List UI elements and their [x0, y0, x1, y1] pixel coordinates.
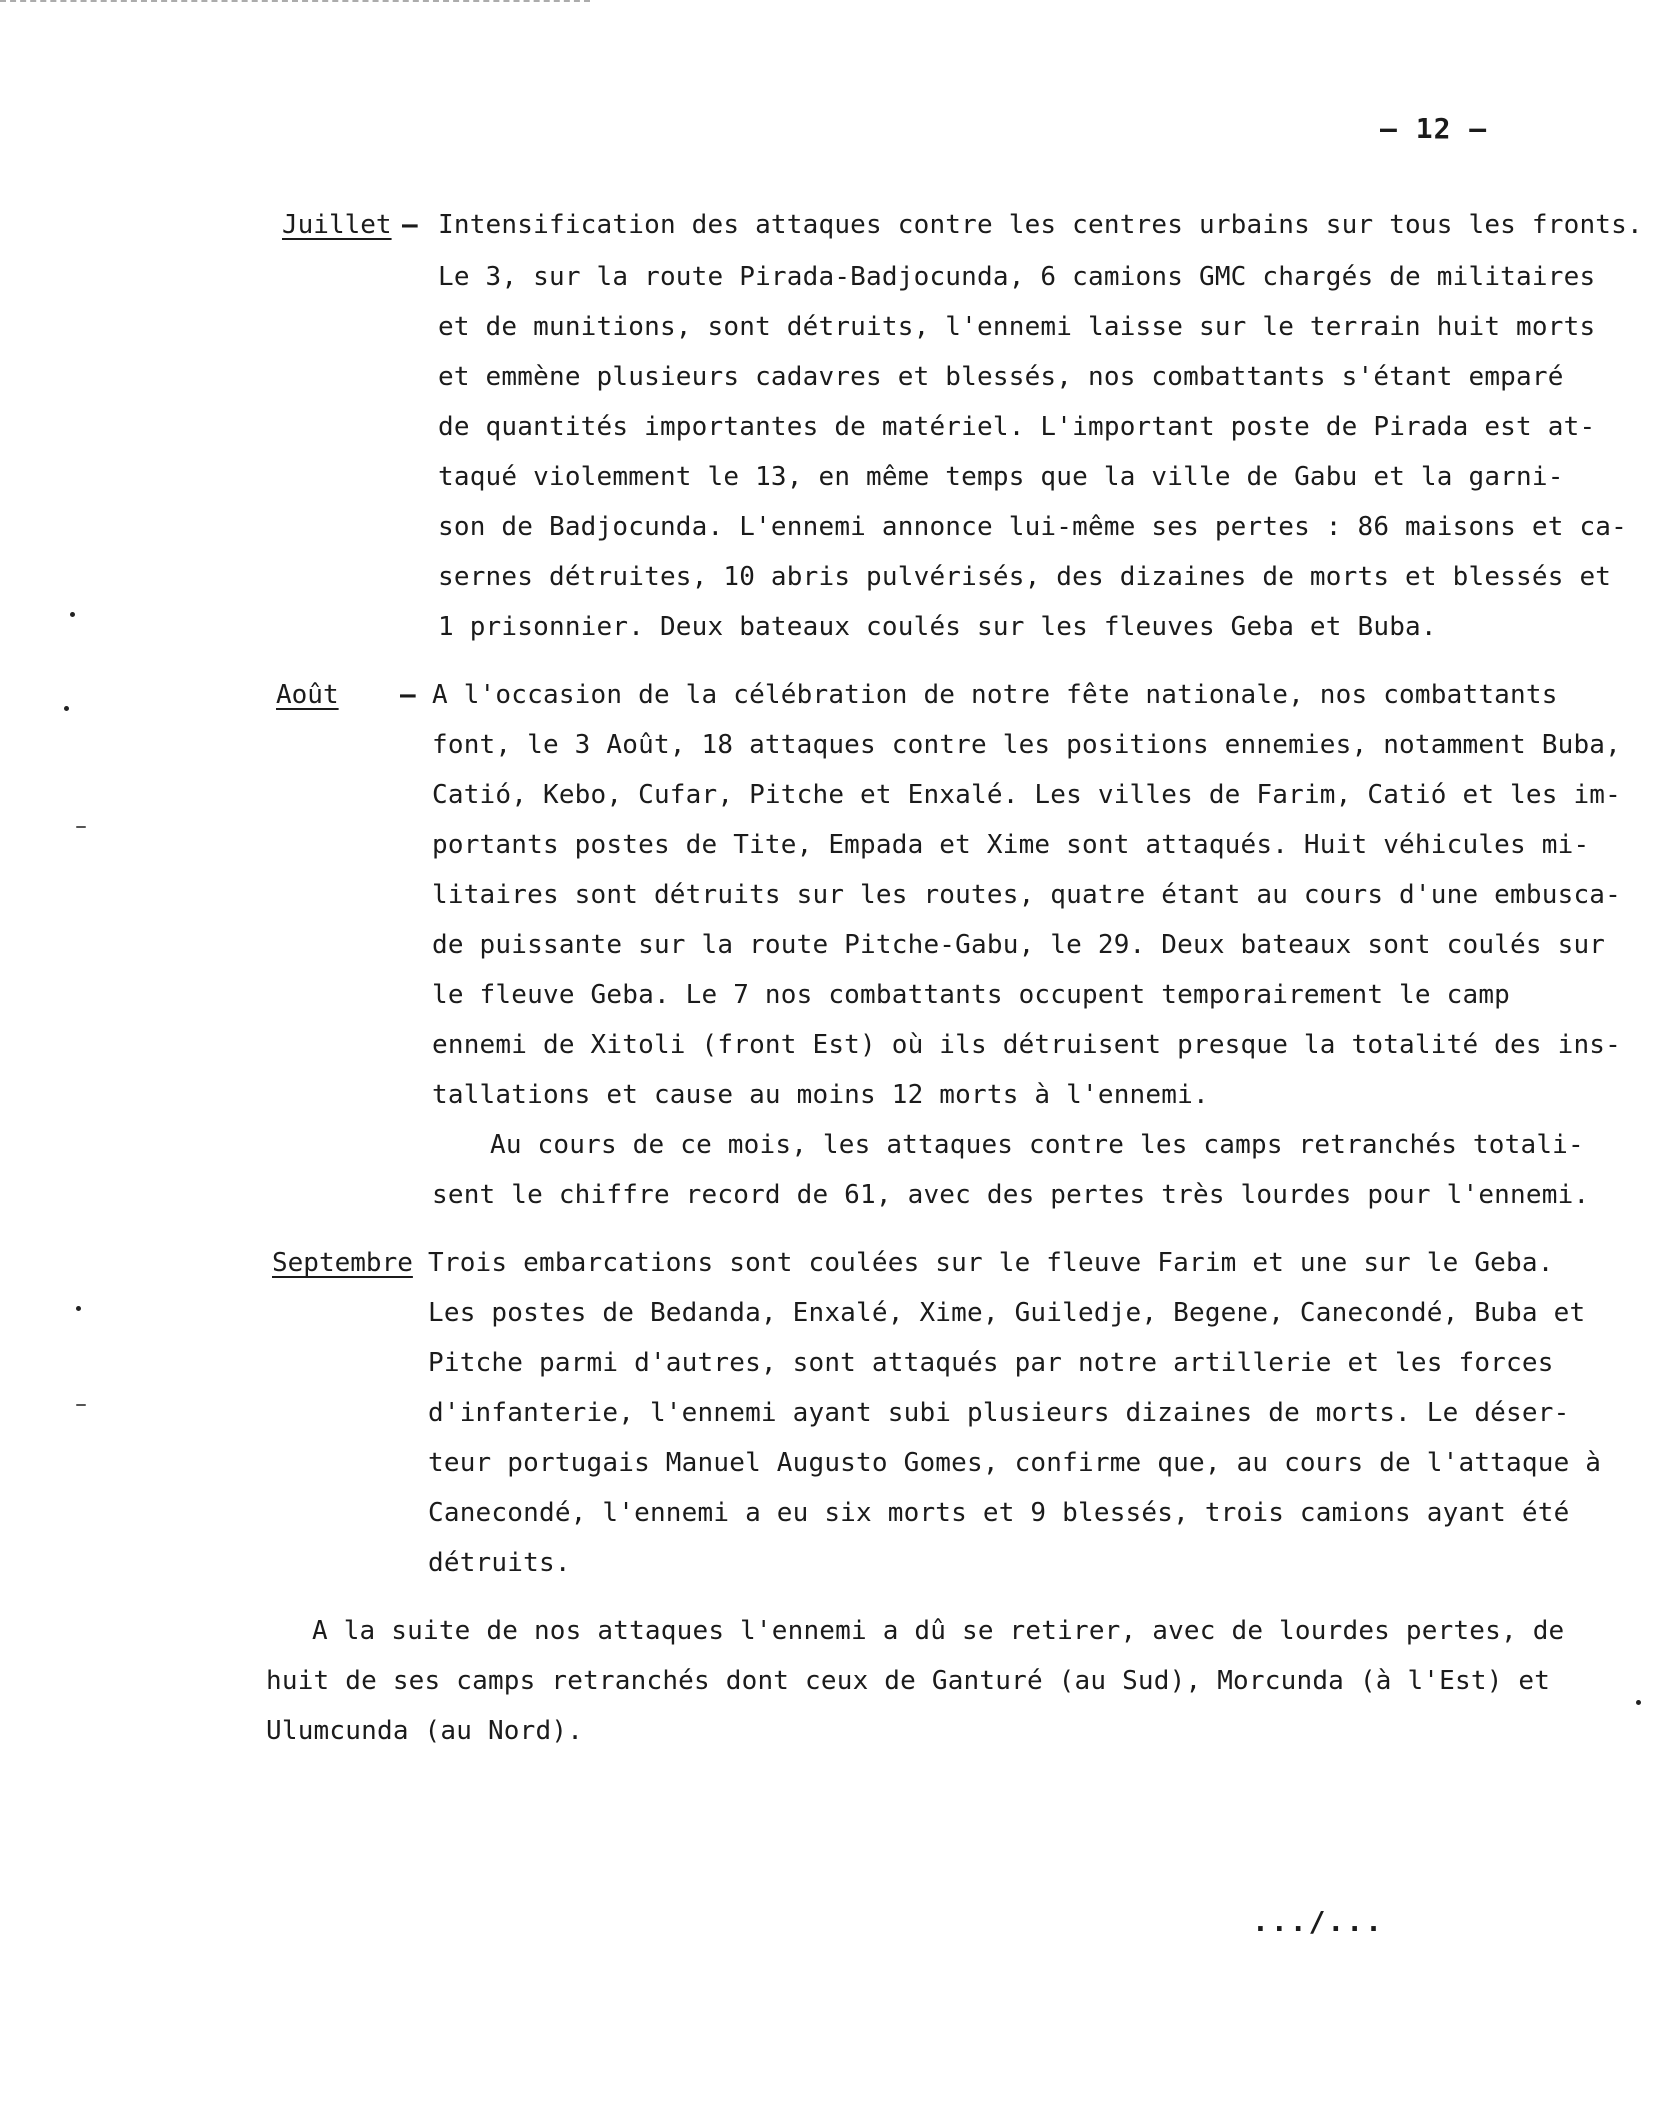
- text-line: teur portugais Manuel Augusto Gomes, confirme que, au cours de l'attaque à: [428, 1448, 1602, 1478]
- text-line: et emmène plusieurs cadavres et blessés, nos combattants s'étant emparé: [438, 362, 1564, 392]
- text-line: de puissante sur la route Pitche-Gabu, le 29. Deux bateaux sont coulés sur: [432, 930, 1606, 960]
- scan-speck: [76, 1306, 81, 1311]
- text-line: et de munitions, sont détruits, l'ennemi laisse sur le terrain huit morts: [438, 312, 1596, 342]
- text-line: sent le chiffre record de 61, avec des pertes très lourdes pour l'ennemi.: [432, 1180, 1590, 1210]
- text-line: Canecondé, l'ennemi a eu six morts et 9 blessés, trois camions ayant été: [428, 1498, 1570, 1528]
- closing-line: Ulumcunda (au Nord).: [266, 1716, 584, 1746]
- closing-line: A la suite de nos attaques l'ennemi a dû se retirer, avec de lourdes pertes, de: [312, 1616, 1565, 1646]
- text-line: portants postes de Tite, Empada et Xime sont attaqués. Huit véhicules mi-: [432, 830, 1590, 860]
- text-line: Les postes de Bedanda, Enxalé, Xime, Guiledje, Begene, Canecondé, Buba et: [428, 1298, 1586, 1328]
- text-line: Pitche parmi d'autres, sont attaqués par notre artillerie et les forces: [428, 1348, 1554, 1378]
- text-line: détruits.: [428, 1548, 571, 1578]
- text-line: font, le 3 Août, 18 attaques contre les positions ennemies, notamment Buba,: [432, 730, 1621, 760]
- month-label-juillet: Juillet: [282, 210, 392, 240]
- scan-edge-rule: [0, 0, 590, 5]
- text-line: A l'occasion de la célébration de notre fête nationale, nos combattants: [432, 680, 1558, 710]
- scan-speck: [70, 612, 75, 617]
- text-line: son de Badjocunda. L'ennemi annonce lui-même ses pertes : 86 maisons et ca-: [438, 512, 1627, 542]
- closing-line: huit de ses camps retranchés dont ceux de Ganturé (au Sud), Morcunda (à l'Est) et: [266, 1666, 1551, 1696]
- page-number: – 12 –: [1380, 112, 1488, 145]
- text-line: Au cours de ce mois, les attaques contre les camps retranchés totali-: [490, 1130, 1584, 1160]
- text-line: litaires sont détruits sur les routes, quatre étant au cours d'une embusca-: [432, 880, 1621, 910]
- text-line: de quantités importantes de matériel. L'important poste de Pirada est at-: [438, 412, 1596, 442]
- text-line: Le 3, sur la route Pirada-Badjocunda, 6 camions GMC chargés de militaires: [438, 262, 1596, 292]
- text-line: taqué violemment le 13, en même temps que la ville de Gabu et la garni-: [438, 462, 1564, 492]
- scan-speck: [76, 1404, 86, 1406]
- month-label-septembre: Septembre: [272, 1248, 413, 1278]
- scan-speck: [1636, 1700, 1641, 1705]
- text-line: Trois embarcations sont coulées sur le fleuve Farim et une sur le Geba.: [428, 1248, 1554, 1278]
- scan-speck: [64, 706, 69, 711]
- month-label-aout: Août: [276, 680, 339, 710]
- label-dash: –: [400, 680, 416, 710]
- scan-speck: [76, 826, 86, 828]
- text-line: Intensification des attaques contre les centres urbains sur tous les fronts.: [438, 210, 1643, 240]
- text-line: sernes détruites, 10 abris pulvérisés, des dizaines de morts et blessés et: [438, 562, 1612, 592]
- text-line: d'infanterie, l'ennemi ayant subi plusieurs dizaines de morts. Le déser-: [428, 1398, 1570, 1428]
- text-line: Catió, Kebo, Cufar, Pitche et Enxalé. Les villes de Farim, Catió et les im-: [432, 780, 1621, 810]
- continuation-mark: .../...: [1252, 1905, 1385, 1938]
- text-line: 1 prisonnier. Deux bateaux coulés sur les fleuves Geba et Buba.: [438, 612, 1437, 642]
- text-line: le fleuve Geba. Le 7 nos combattants occupent temporairement le camp: [432, 980, 1511, 1010]
- label-dash: –: [402, 210, 418, 240]
- text-line: tallations et cause au moins 12 morts à l'ennemi.: [432, 1080, 1209, 1110]
- text-line: ennemi de Xitoli (front Est) où ils détruisent presque la totalité des ins-: [432, 1030, 1621, 1060]
